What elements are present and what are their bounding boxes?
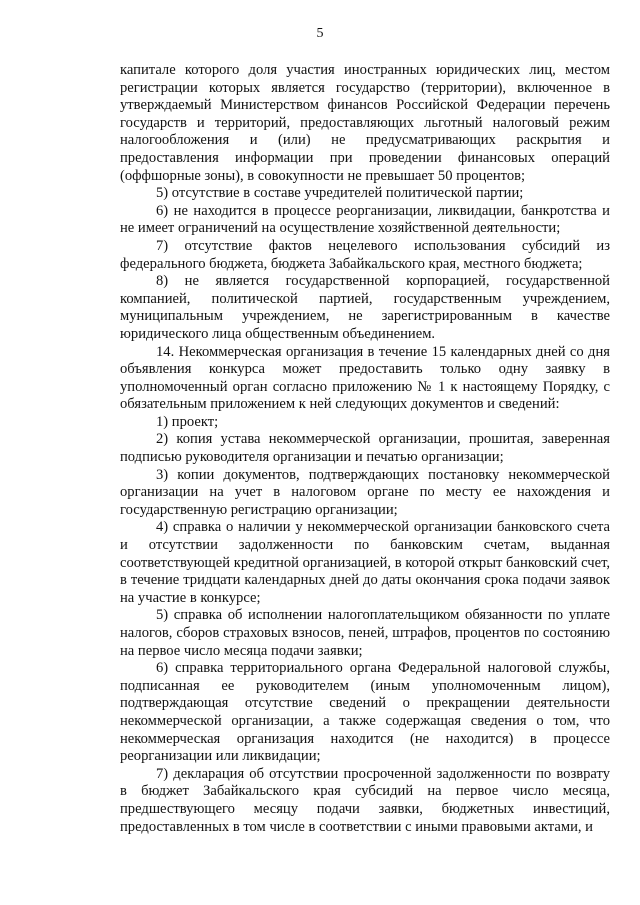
page-number: 5: [316, 26, 324, 41]
paragraph: 5) отсутствие в составе учредителей политической партии;: [156, 185, 524, 202]
paragraph: 7) отсутствие фактов нецелевого использования субсидий из федерального бюджета, бюджета Забайкальского края, местного бюджета;: [120, 237, 610, 272]
paragraph: 14. Некоммерческая организация в течение 15 календарных дней со дня объявления конкурса может предоставить только одну заявку в уполномоченный орган согласно приложению № 1 к настоящему Порядку, с обязательным приложением к ней следующих документов и сведений:: [120, 343, 610, 413]
paragraph: 4) справка о наличии у некоммерческой организации банковского счета и отсутствии задолженности по банковским счетам, выданная соответствующей кредитной организацией, в которой открыт банковский счет, в течение тридцати календарных дней до даты окончания срока подачи заявок на участие в конкурсе;: [120, 519, 610, 606]
paragraph: 2) копия устава некоммерческой организации, прошитая, заверенная подписью руководителя организации и печатью организации;: [120, 431, 610, 466]
paragraph: 5) справка об исполнении налогоплательщиком обязанности по уплате налогов, сборов страховых взносов, пеней, штрафов, процентов по состоянию на первое число месяца подачи заявки;: [120, 607, 610, 659]
paragraph: капитале которого доля участия иностранных юридических лиц, местом регистрации которых является государство (территории), включенное в утверждаемый Министерством финансов Российской Федерации перечень государств и территорий, предоставляющих льготный налоговый режим налогообложения и (или) не предусматривающих раскрытия и предоставления информации при проведении финансовых операций (оффшорные зоны), в совокупности не превышает 50 процентов;: [120, 62, 610, 184]
paragraph: 6) не находится в процессе реорганизации, ликвидации, банкротства и не имеет ограничений на осуществление хозяйственной деятельности;: [120, 202, 610, 237]
paragraph: 3) копии документов, подтверждающих постановку некоммерческой организации на учет в налоговом органе по месту ее нахождения и государственную регистрацию организации;: [120, 466, 610, 518]
paragraph: 6) справка территориального органа Федеральной налоговой службы, подписанная ее руководителем (иным уполномоченным лицом), подтверждающая отсутствие сведений о прекращении деятельности некоммерческой организации, а также содержащая сведения о том, что некоммерческая организация находится (не находится) в процессе реорганизации или ликвидации;: [120, 660, 610, 765]
document-body: [120, 62, 610, 836]
paragraph: 8) не является государственной корпорацией, государственной компанией, политической партией, государственным учреждением, муниципальным учреждением, не зарегистрированным в качестве юридического лица общественным объединением.: [120, 273, 610, 342]
paragraph: 1) проект;: [156, 413, 219, 430]
paragraph: 7) декларация об отсутствии просроченной задолженности по возврату в бюджет Забайкальского края субсидий на первое число месяца, предшествующего месяцу подачи заявки, бюджетных инвестиций, предоставленных в том числе в соответствии с иными правовыми актами, и: [120, 765, 610, 835]
